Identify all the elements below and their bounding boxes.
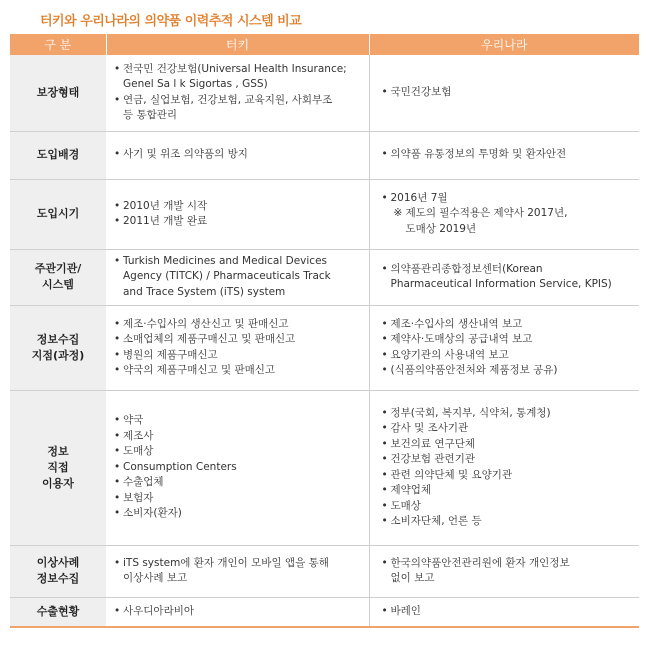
list-item: • 수출업체 <box>114 475 365 491</box>
list-item: • 정부(국회, 복지부, 식약처, 통계청) <box>382 406 636 422</box>
table-row <box>10 249 639 305</box>
cell-list <box>382 262 636 293</box>
table-row <box>10 179 639 249</box>
list-item: • 연금, 실업보험, 건강보험, 교육지원, 사회부조 <box>114 93 365 109</box>
list-item: • 약국 <box>114 413 365 429</box>
row-category <box>10 305 106 390</box>
cell-list <box>114 62 365 124</box>
category-line: 이상사례 <box>36 556 80 569</box>
list-item: • 약국의 제품구매신고 및 판매신고 <box>114 363 365 379</box>
list-item: • (식품의약품안전처와 제품정보 공유) <box>382 363 636 379</box>
cell-korea <box>369 305 639 390</box>
cell-turkey <box>106 545 369 597</box>
cell-list <box>114 604 365 620</box>
cell-turkey <box>106 179 369 249</box>
row-category <box>10 597 106 627</box>
table-row <box>10 597 639 627</box>
category-line: 정보수집 <box>36 332 80 346</box>
table-header-row <box>10 34 639 55</box>
list-item: 도매상 2019년 <box>405 222 477 235</box>
list-item: • 전국민 건강보험(Universal Health Insurance; <box>114 62 365 78</box>
list-item: • 감사 및 조사기관 <box>382 421 636 437</box>
cell-list <box>382 147 636 163</box>
category-line: 이용자 <box>42 476 74 490</box>
category-line: 주관기관/ <box>34 262 82 275</box>
cell-korea <box>369 545 639 597</box>
list-item: • 국민건강보험 <box>382 85 636 101</box>
page-title: 터키와 우리나라의 의약품 이력추적 시스템 비교 <box>40 14 302 29</box>
list-item: Agency (TITCK) / Pharmaceuticals Track <box>123 270 331 283</box>
list-item: 없이 보고 <box>390 572 435 584</box>
list-item: • 2011년 개발 완료 <box>114 214 365 230</box>
list-item: • 관련 의약단체 및 요양기관 <box>382 468 636 484</box>
cell-turkey <box>106 597 369 627</box>
list-item: 이상사례 보고 <box>123 572 188 584</box>
cell-turkey <box>106 305 369 390</box>
cell-korea <box>369 390 639 545</box>
list-item: • 보건의료 연구단체 <box>382 437 636 453</box>
list-item: 등 통합관리 <box>123 109 178 122</box>
list-item: • 사우디아라비아 <box>114 604 365 620</box>
cell-list <box>114 254 365 301</box>
category-line: 보장형태 <box>36 85 80 99</box>
header-category: 구 분 <box>10 34 106 55</box>
cell-list <box>382 85 636 101</box>
category-line: 지점(과정) <box>31 348 85 362</box>
category-line: 직접 <box>47 460 69 474</box>
cell-list <box>382 406 636 530</box>
comparison-table <box>10 34 639 628</box>
list-item: • 도매상 <box>382 499 636 515</box>
list-item: • 보험자 <box>114 491 365 507</box>
list-item: • 한국의약품안전관리원에 환자 개인정보 <box>382 556 636 572</box>
row-category <box>10 390 106 545</box>
category-line: 도입시기 <box>36 207 80 220</box>
list-item: • 2016년 7월 <box>382 191 636 207</box>
list-item: • 소비자(환자) <box>114 506 365 522</box>
cell-list <box>382 317 636 379</box>
list-item: • 요양기관의 사용내역 보고 <box>382 348 636 364</box>
cell-turkey <box>106 249 369 305</box>
cell-list <box>114 556 365 587</box>
list-item: • 제조·수입사의 생산신고 및 판매신고 <box>114 317 365 333</box>
list-item: • 2010년 개발 시작 <box>114 199 365 215</box>
category-line: 수출현황 <box>36 604 80 618</box>
cell-list <box>114 147 365 163</box>
table-row <box>10 55 639 131</box>
list-item: • 사기 및 위조 의약품의 방지 <box>114 147 365 163</box>
cell-korea <box>369 249 639 305</box>
cell-turkey <box>106 55 369 131</box>
list-item: • Turkish Medicines and Medical Devices <box>114 254 365 270</box>
cell-list <box>114 199 365 230</box>
list-item: • 병원의 제품구매신고 <box>114 348 365 364</box>
cell-korea <box>369 55 639 131</box>
list-item: • iTS system에 환자 개인이 모바일 앱을 통해 <box>114 556 365 572</box>
cell-korea <box>369 597 639 627</box>
row-category <box>10 545 106 597</box>
cell-list <box>114 413 365 522</box>
row-category <box>10 131 106 179</box>
cell-list <box>382 604 636 620</box>
table-row <box>10 131 639 179</box>
list-item: Pharmaceutical Information Service, KPIS) <box>390 278 612 290</box>
category-line: 도입배경 <box>36 148 80 161</box>
list-item: • Consumption Centers <box>114 460 365 476</box>
table-row <box>10 305 639 390</box>
cell-list <box>114 317 365 379</box>
list-item: and Trace System (iTS) system <box>123 285 286 298</box>
header-turkey: 터키 <box>106 34 369 55</box>
table-row <box>10 390 639 545</box>
cell-turkey <box>106 131 369 179</box>
list-item: • 제약사·도매상의 공급내역 보고 <box>382 332 636 348</box>
list-item: • 제조사 <box>114 429 365 445</box>
list-item: • 제약업체 <box>382 483 636 499</box>
row-category <box>10 179 106 249</box>
list-item: • 소비자단체, 언론 등 <box>382 514 636 530</box>
list-item: • 바레인 <box>382 604 636 620</box>
cell-list <box>382 556 636 587</box>
category-line: 시스템 <box>42 278 74 291</box>
list-item: • 건강보험 관련기관 <box>382 452 636 468</box>
category-line: 정보 <box>47 444 69 458</box>
list-item: • 의약품관리종합정보센터(Korean <box>382 262 636 278</box>
cell-korea <box>369 179 639 249</box>
category-line: 정보수집 <box>36 572 80 585</box>
table-row <box>10 545 639 597</box>
header-korea: 우리나라 <box>369 34 639 55</box>
row-category <box>10 249 106 305</box>
list-item: • 의약품 유통정보의 투명화 및 환자안전 <box>382 147 636 163</box>
row-category <box>10 55 106 131</box>
cell-korea <box>369 131 639 179</box>
cell-turkey <box>106 390 369 545</box>
cell-list <box>382 191 636 238</box>
list-item: ※ 제도의 필수적용은 제약사 2017년, <box>393 207 568 220</box>
list-item: • 제조·수입사의 생산내역 보고 <box>382 317 636 333</box>
list-item: Genel Sa l k Sigortas , GSS) <box>123 78 268 91</box>
list-item: • 도매상 <box>114 444 365 460</box>
list-item: • 소매업체의 제품구매신고 및 판매신고 <box>114 332 365 348</box>
